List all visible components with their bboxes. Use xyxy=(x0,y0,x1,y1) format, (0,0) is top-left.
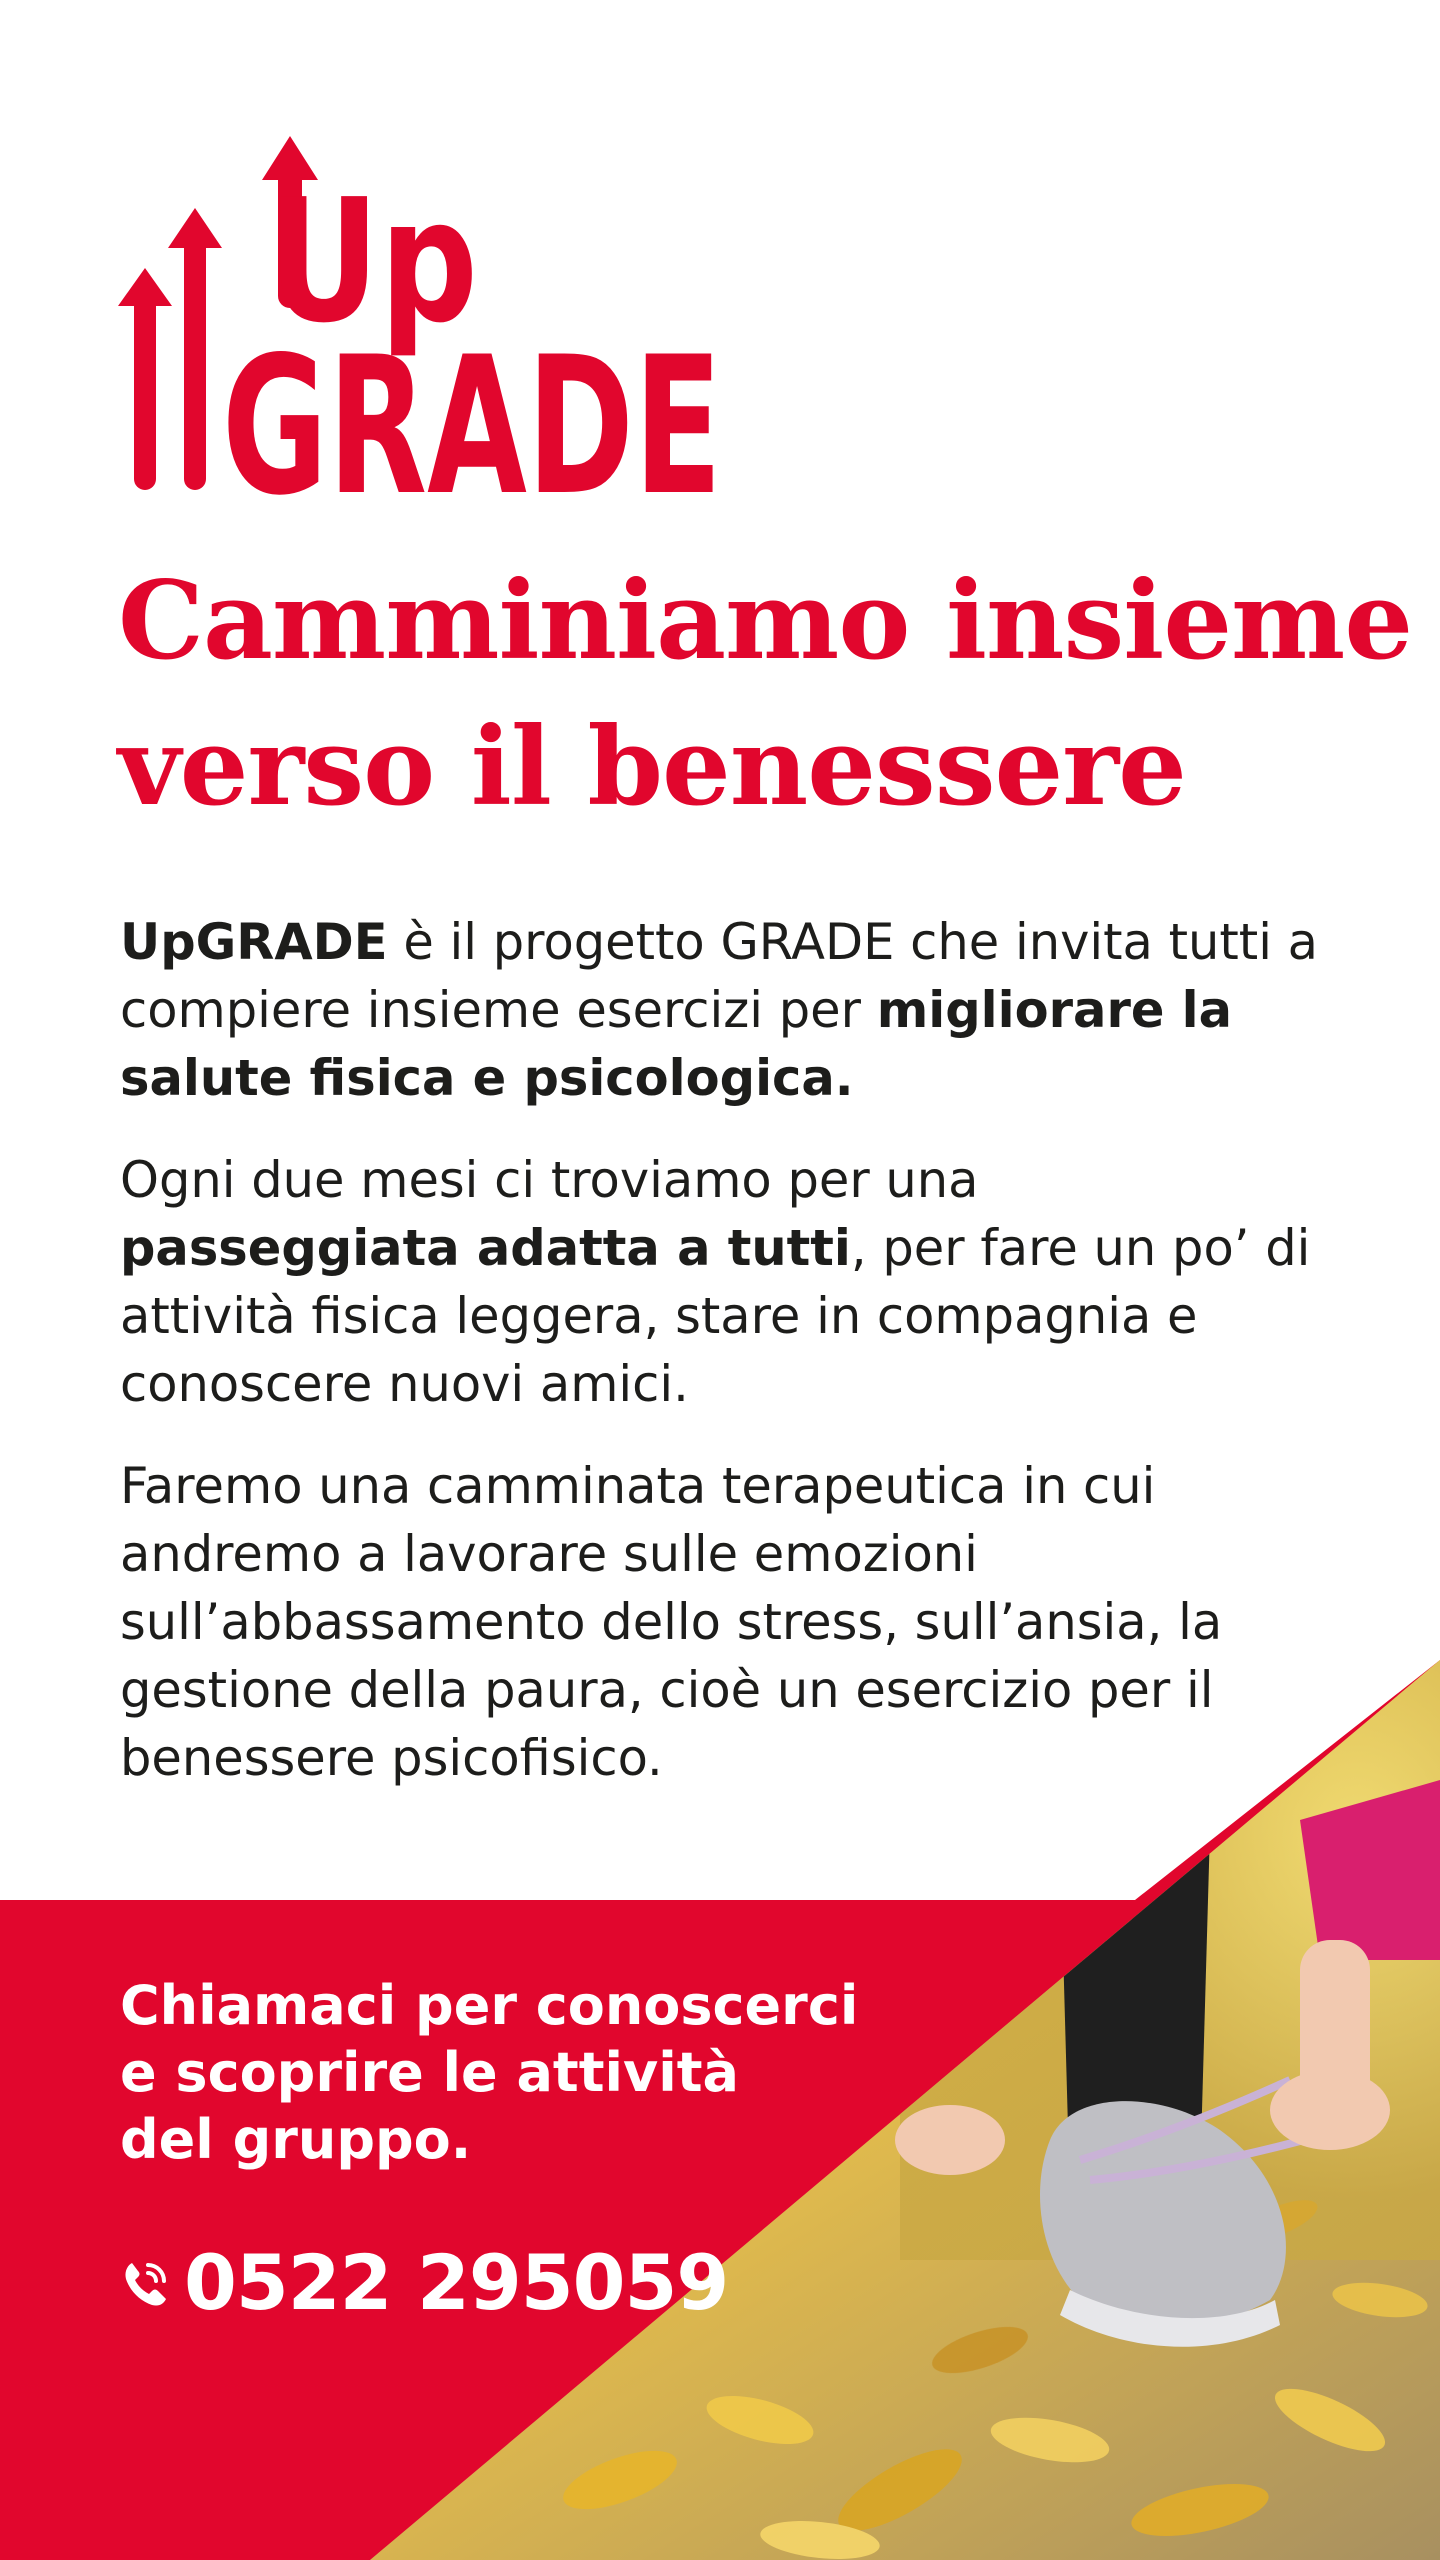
upgrade-logo xyxy=(118,130,728,537)
phone-number[interactable]: 0522 295059 xyxy=(184,2238,729,2327)
logo-up-text: Up xyxy=(268,163,478,361)
paragraph-1-highlight: migliorare la salute fisica e psicologica. xyxy=(120,981,1233,1107)
logo-graphic xyxy=(118,130,728,537)
paragraph-2-text-b: , per fare un po’ di attività fisica leggera, stare in compagnia e conoscere nuovi amici. xyxy=(120,1219,1311,1413)
headline-line-1: Camminiamo insieme xyxy=(118,558,1413,684)
call-to-action xyxy=(120,1972,880,2173)
paragraph-2-text-a: Ogni due mesi ci troviamo per una xyxy=(120,1151,979,1209)
brand-name: UpGRADE xyxy=(120,913,388,971)
headline-line-2: verso il benessere xyxy=(118,704,1186,830)
paragraph-2-highlight: passeggiata adatta a tutti xyxy=(120,1219,851,1277)
cta-line-1: Chiamaci per conoscerci xyxy=(120,1974,859,2037)
paragraph-2 xyxy=(120,1146,1320,1418)
paragraph-1 xyxy=(120,908,1320,1112)
cta-line-2: e scoprire le attività xyxy=(120,2041,739,2104)
phone-link[interactable] xyxy=(118,2238,728,2327)
logo-grade-text: GRADE xyxy=(222,316,722,537)
phone-icon xyxy=(118,2255,174,2311)
paragraph-3: Faremo una camminata terapeutica in cui andremo a lavorare sulle emozioni sull’abbassamento dello stress, sull’ansia, la gestione della paura, cioè un esercizio per il benessere psicofisico. xyxy=(120,1457,1223,1787)
cta-line-3: del gruppo. xyxy=(120,2108,472,2171)
paragraph-1-text: è il progetto GRADE che invita tutti a compiere insieme esercizi per xyxy=(120,913,1319,1039)
headline xyxy=(118,548,1413,840)
